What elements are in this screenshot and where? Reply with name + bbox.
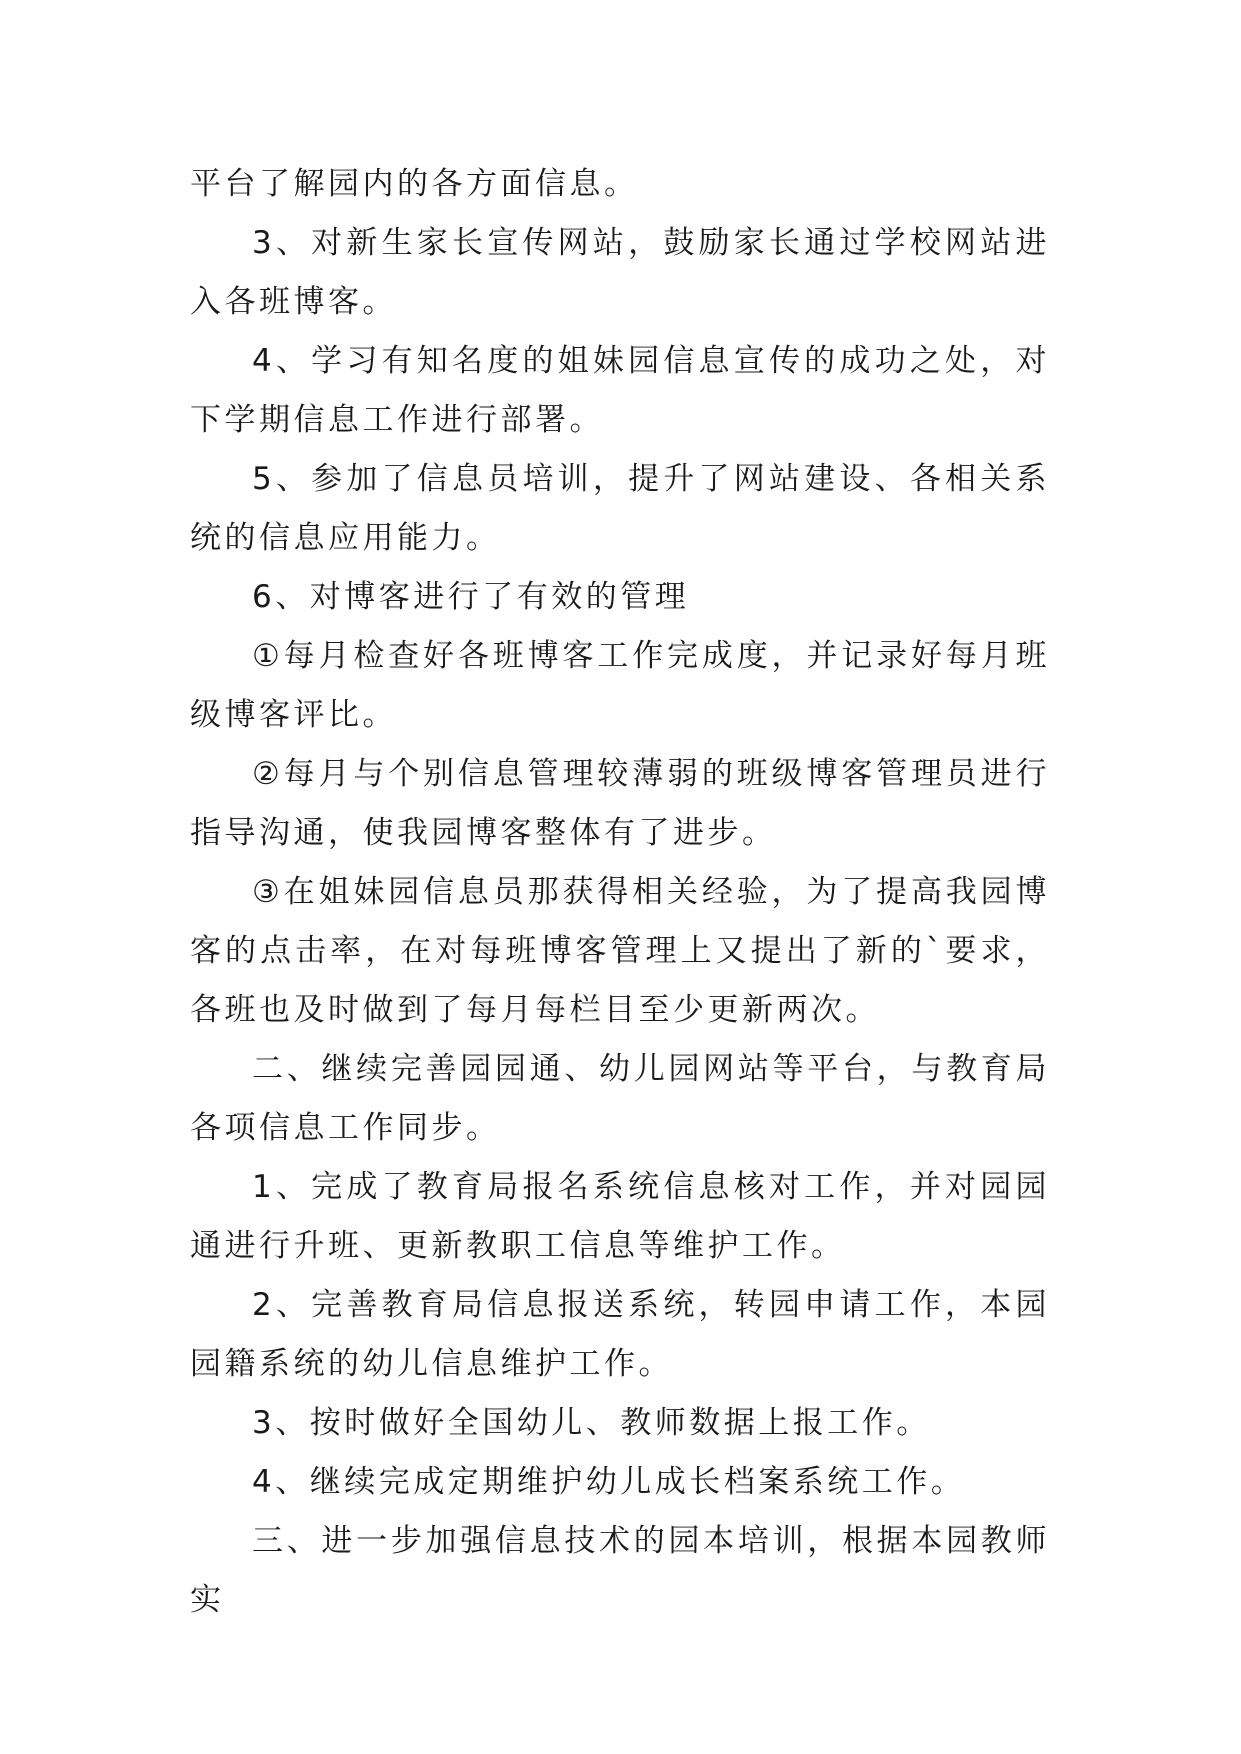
paragraph: ②每月与个别信息管理较薄弱的班级博客管理员进行指导沟通，使我园博客整体有了进步。 xyxy=(190,756,1050,851)
paragraph: 3、按时做好全国幼儿、教师数据上报工作。 xyxy=(252,1405,931,1441)
paragraph: 3、对新生家长宣传网站，鼓励家长通过学校网站进入各班博客。 xyxy=(190,225,1050,320)
document-body xyxy=(190,155,1050,1630)
paragraph: 5、参加了信息员培训，提升了网站建设、各相关系统的信息应用能力。 xyxy=(190,461,1050,556)
paragraph: ①每月检查好各班博客工作完成度，并记录好每月班级博客评比。 xyxy=(190,638,1050,733)
paragraph: 6、对博客进行了有效的管理 xyxy=(252,579,690,615)
paragraph: 2、完善教育局信息报送系统，转园申请工作，本园园籍系统的幼儿信息维护工作。 xyxy=(190,1287,1050,1382)
paragraph: 4、继续完成定期维护幼儿成长档案系统工作。 xyxy=(252,1464,966,1500)
paragraph: ③在姐妹园信息员那获得相关经验，为了提高我园博客的点击率，在对每班博客管理上又提出了新的`要求，各班也及时做到了每月每栏目至少更新两次。 xyxy=(190,874,1050,1028)
paragraph: 三、进一步加强信息技术的园本培训，根据本园教师实 xyxy=(190,1523,1050,1618)
paragraph: 4、学习有知名度的姐妹园信息宣传的成功之处，对下学期信息工作进行部署。 xyxy=(190,343,1050,438)
paragraph: 二、继续完善园园通、幼儿园网站等平台，与教育局各项信息工作同步。 xyxy=(190,1051,1050,1146)
paragraph: 1、完成了教育局报名系统信息核对工作，并对园园通进行升班、更新教职工信息等维护工作。 xyxy=(190,1169,1050,1264)
paragraph: 平台了解园内的各方面信息。 xyxy=(190,166,639,202)
